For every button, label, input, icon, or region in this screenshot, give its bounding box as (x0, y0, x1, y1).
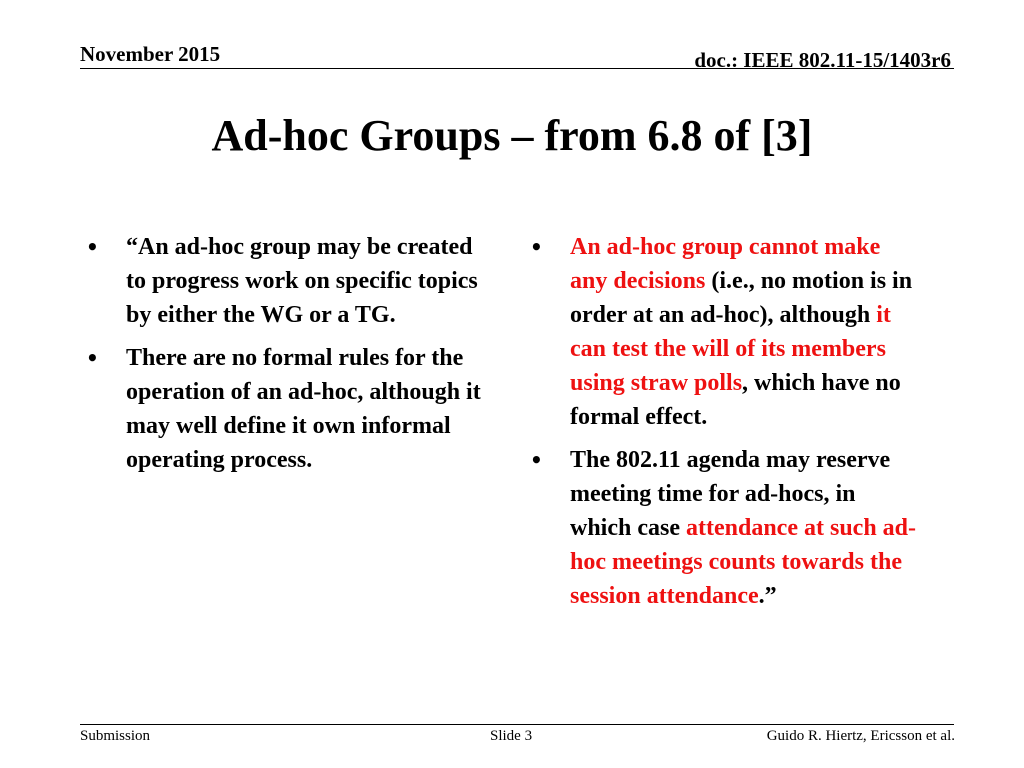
emphasis-text: attendance at such ad-hoc meetings counts towards the session attendance (570, 515, 917, 609)
bullet-text: “An ad-hoc group may be created to progress work on specific topics by either the WG or a TG. (126, 234, 478, 328)
left-column (86, 230, 486, 486)
left-bullet-list (86, 230, 486, 477)
emphasis-text: it can test the will of its members using straw polls (570, 302, 891, 396)
right-column (530, 230, 920, 622)
header-date: November 2015 (80, 42, 221, 66)
list-item (530, 230, 920, 434)
list-item (86, 341, 486, 477)
bullet-text: There are no formal rules for the operation of an ad-hoc, although it may well define it own informal operating process. (126, 345, 481, 473)
footer-slide-number: Slide 3 (490, 728, 533, 744)
bullet-icon: • (530, 235, 543, 259)
bullet-text: , which have no formal effect. (570, 370, 901, 430)
bullet-icon: • (86, 346, 99, 370)
list-item (86, 230, 486, 332)
header-rule (80, 68, 954, 69)
footer-rule (80, 724, 954, 725)
bullet-icon: • (530, 448, 543, 472)
list-item (530, 443, 920, 613)
bullet-text: The 802.11 agenda may reserve meeting time for ad-hocs, in which case (570, 447, 891, 541)
bullet-text: .” (758, 583, 777, 609)
bullet-text: (i.e., no motion is in order at an ad-hoc), although (570, 268, 913, 328)
emphasis-text: An ad-hoc group cannot make any decisions (570, 234, 881, 294)
slide-title: Ad-hoc Groups – from 6.8 of [3] (211, 111, 813, 160)
header-doc-id: doc.: IEEE 802.11-15/1403r6 (694, 48, 951, 72)
bullet-icon: • (86, 235, 99, 259)
footer-authors: Guido R. Hiertz, Ericsson et al. (766, 728, 955, 744)
right-bullet-list (530, 230, 920, 613)
footer-submission: Submission (80, 728, 151, 744)
